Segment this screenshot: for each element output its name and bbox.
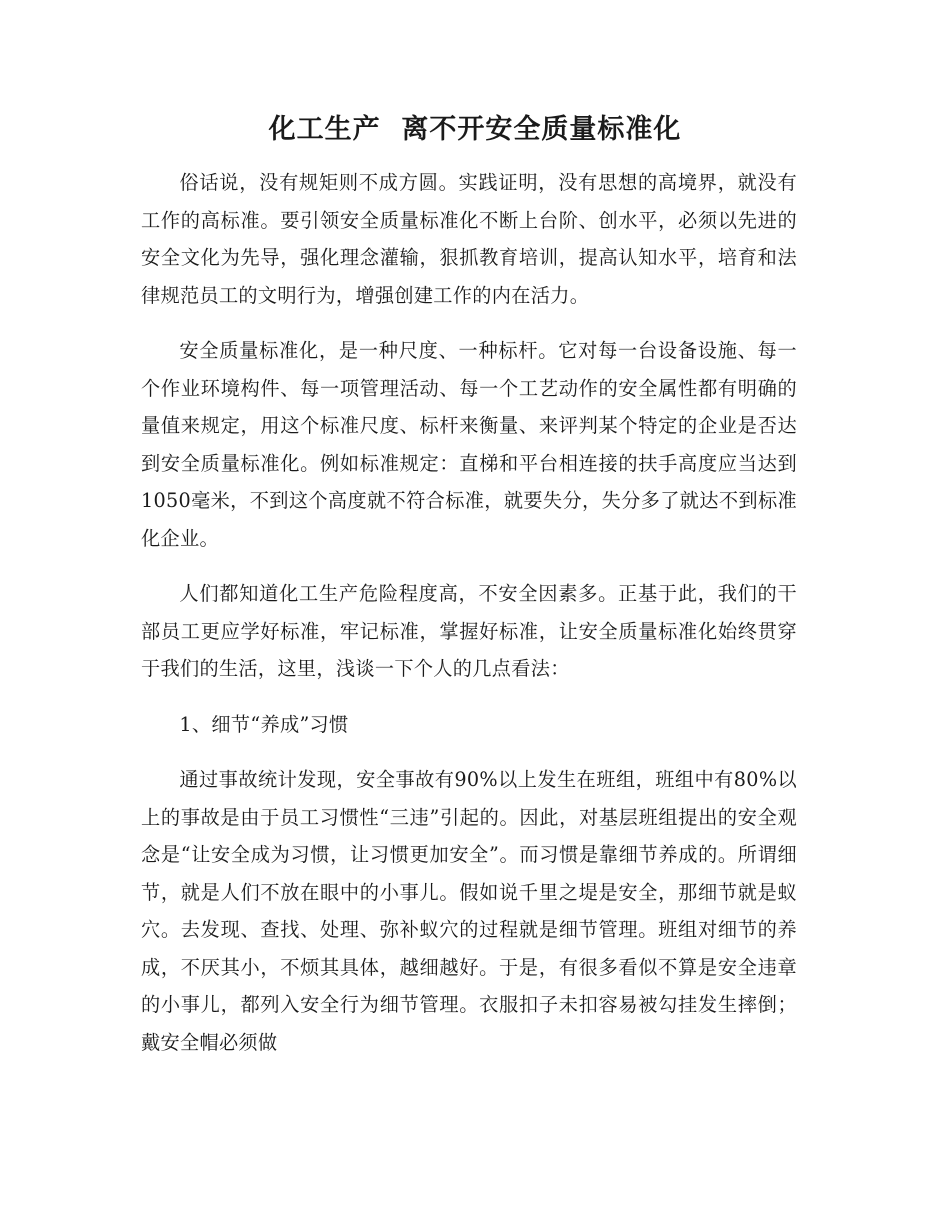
paragraph-standardization-definition: 安全质量标准化，是一种尺度、一种标杆。它对每一台设备设施、每一个作业环境构件、每一项管理活动、每一个工艺动作的安全属性都有明确的量值来规定，用这个标准尺度、标杆来衡量、来评判某个特定的企业是否达到安全质量标准化。例如标准规定：直梯和平台相连接的扶手高度应当达到1050毫米，不到这个高度就不符合标准，就要失分，失分多了就达不到标准化企业。	[141, 339, 797, 550]
paragraph-chemical-risk: 人们都知道化工生产危险程度高，不安全因素多。正基于此，我们的干部员工更应学好标准，牢记标准，掌握好标准，让安全质量标准化始终贯穿于我们的生活，这里，浅谈一下个人的几点看法：	[141, 582, 797, 680]
document-body	[141, 164, 797, 1079]
document-title: 化工生产 离不开安全质量标准化	[268, 114, 682, 145]
paragraph-habits-detail: 通过事故统计发现，安全事故有90%以上发生在班组，班组中有80%以上的事故是由于员工习惯性“三违”引起的。因此，对基层班组提出的安全观念是“让安全成为习惯，让习惯更加安全”。而习惯是靠细节养成的。所谓细节，就是人们不放在眼中的小事儿。假如说千里之堤是安全，那细节就是蚁穴。去发现、查找、处理、弥补蚁穴的过程就是细节管理。班组对细节的养成，不厌其小，不烦其具体，越细越好。于是，有很多看似不算是安全违章的小事儿，都列入安全行为细节管理。衣服扣子未扣容易被勾挂发生摔倒；戴安全帽必须做	[141, 768, 797, 1054]
section-heading-habits: 1、细节“养成”习惯	[179, 712, 349, 736]
paragraph-intro: 俗话说，没有规矩则不成方圆。实践证明，没有思想的高境界，就没有工作的高标准。要引领安全质量标准化不断上台阶、创水平，必须以先进的安全文化为先导，强化理念灌输，狠抓教育培训，提高认知水平，培育和法律规范员工的文明行为，增强创建工作的内在活力。	[141, 171, 797, 307]
